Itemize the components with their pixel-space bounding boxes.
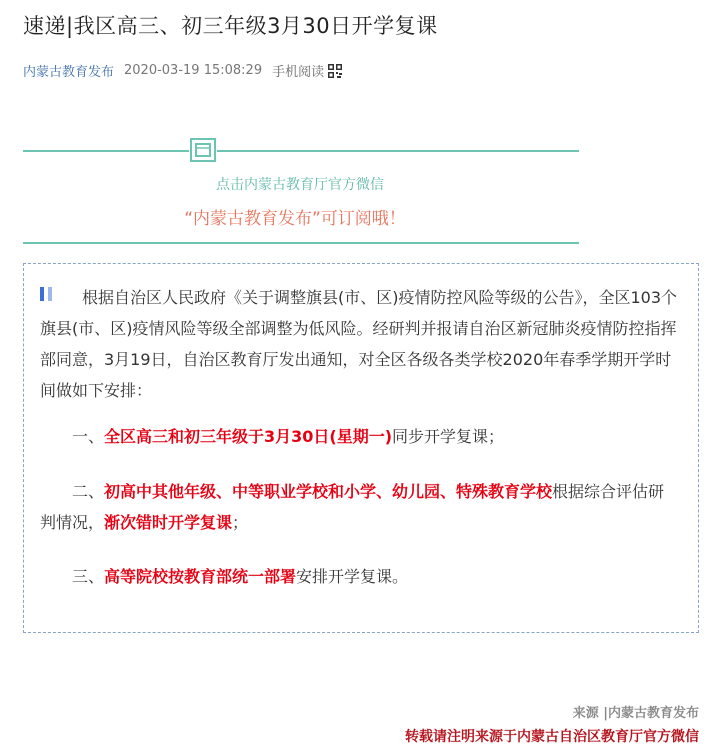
qr-code-icon[interactable]	[328, 64, 342, 78]
item-3-suffix: 安排开学复课。	[296, 567, 409, 586]
publish-date: 2020-03-19 15:08:29	[124, 63, 263, 78]
promo-divider-top	[23, 150, 579, 152]
item-3-highlight: 高等院校按教育部统一部署	[104, 567, 297, 586]
subscribe-badge-icon	[189, 137, 217, 163]
item-3-prefix: 三、	[72, 567, 105, 586]
author-link[interactable]: 内蒙古教育发布	[23, 65, 115, 80]
item-2-prefix: 二、	[72, 482, 105, 501]
item-1-suffix: 同步开学复课；	[392, 427, 505, 446]
item-2-highlight: 初高中其他年级、中等职业学校和小学、幼儿园、特殊教育学校	[104, 482, 553, 501]
arrangement-item-1	[40, 421, 680, 452]
source-credit: 来源 |内蒙古教育发布	[572, 706, 699, 721]
arrangement-item-2	[40, 476, 680, 538]
notice-intro-paragraph: 根据自治区人民政府《关于调整旗县(市、区)疫情防控风险等级的公告》，全区103个旗县(市、区)疫情风险等级全部调整为低风险。经研判并报请自治区新冠肺炎疫情防控指挥部同意，3月19日，自治区教育厅发出通知，对全区各级各类学校2020年春季学期开学时间做如下安排：	[40, 288, 678, 400]
item-1-prefix: 一、	[72, 427, 105, 446]
promo-divider-bottom	[23, 242, 579, 244]
item-1-highlight: 全区高三和初三年级于3月30日(星期一)	[104, 427, 393, 446]
mobile-read-link[interactable]: 手机阅读	[272, 65, 325, 80]
repost-notice: 转载请注明来源于内蒙古自治区教育厅官方微信	[405, 729, 699, 745]
item-2-suffix: ；	[232, 513, 249, 532]
arrangement-item-3	[40, 561, 680, 592]
promo-subscribe-text: 点击内蒙古教育厅官方微信	[216, 177, 384, 193]
promo-account-name[interactable]: “内蒙古教育发布”可订阅哦！	[184, 209, 406, 229]
article-title: 速递|我区高三、初三年级3月30日开学复课	[23, 14, 438, 38]
article-meta	[23, 61, 342, 80]
item-2-middle: 根据综合评估研判情况，	[40, 482, 665, 532]
item-2-highlight-2: 渐次错时开学复课	[104, 513, 233, 532]
